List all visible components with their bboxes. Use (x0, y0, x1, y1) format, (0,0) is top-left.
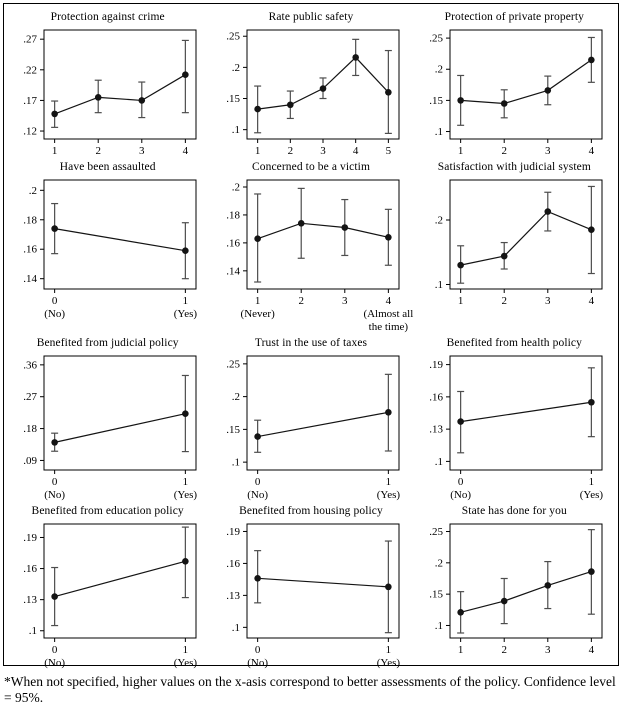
svg-text:5: 5 (385, 145, 392, 157)
svg-text:.15: .15 (429, 94, 444, 107)
svg-text:(No): (No) (247, 657, 269, 669)
chart-cell-trust-in-the-use-of-taxes (209, 332, 412, 500)
svg-text:(Yes): (Yes) (173, 657, 197, 669)
chart-cell-protection-of-private-property (413, 6, 616, 156)
svg-text:.18: .18 (22, 214, 37, 227)
svg-text:.2: .2 (231, 391, 240, 404)
chart-plot (10, 350, 206, 500)
chart-grid (6, 6, 616, 668)
svg-text:4: 4 (352, 145, 359, 157)
svg-text:(Never): (Never) (240, 308, 275, 320)
svg-text:.12: .12 (22, 125, 37, 138)
svg-text:.1: .1 (28, 625, 37, 638)
svg-text:4: 4 (588, 145, 595, 157)
svg-text:2: 2 (501, 295, 508, 307)
chart-title: Satisfaction with judicial system (437, 161, 591, 173)
chart-plot (416, 350, 612, 500)
chart-plot (10, 174, 206, 319)
chart-plot (213, 24, 409, 156)
svg-text:.16: .16 (429, 391, 444, 404)
svg-text:2: 2 (501, 644, 508, 656)
svg-text:.1: .1 (231, 124, 240, 137)
chart-plot (416, 24, 612, 156)
svg-text:.1: .1 (435, 455, 444, 468)
svg-text:.19: .19 (226, 525, 240, 538)
svg-text:the time): the time) (368, 321, 409, 333)
svg-text:(Yes): (Yes) (376, 657, 401, 669)
chart-title: Benefited from health policy (446, 337, 582, 349)
chart-title: Protection against crime (50, 11, 165, 23)
svg-text:0: 0 (254, 644, 261, 656)
svg-text:.1: .1 (231, 621, 240, 634)
svg-text:.13: .13 (429, 423, 444, 436)
svg-text:(Almost all: (Almost all (363, 308, 414, 320)
svg-text:.27: .27 (22, 391, 37, 404)
svg-text:1: 1 (385, 644, 392, 656)
figure-frame (3, 3, 619, 669)
svg-text:.19: .19 (429, 359, 444, 372)
svg-text:.15: .15 (226, 93, 240, 106)
svg-text:3: 3 (342, 295, 348, 307)
chart-cell-state-has-done-for-you (413, 500, 616, 655)
svg-text:.25: .25 (226, 30, 240, 43)
svg-text:(No): (No) (43, 657, 65, 669)
svg-text:.16: .16 (22, 563, 37, 576)
svg-text:(No): (No) (450, 489, 472, 501)
svg-text:.1: .1 (435, 619, 444, 632)
svg-text:.2: .2 (435, 63, 444, 76)
svg-text:.25: .25 (226, 358, 240, 371)
svg-text:2: 2 (287, 145, 294, 157)
svg-text:.2: .2 (231, 61, 240, 74)
chart-cell-have-been-assaulted (6, 156, 209, 319)
svg-text:0: 0 (254, 476, 261, 488)
svg-text:(Yes): (Yes) (580, 489, 604, 501)
chart-cell-benefited-from-housing-policy (209, 500, 412, 668)
svg-text:.13: .13 (226, 589, 240, 602)
svg-text:.2: .2 (435, 214, 444, 227)
svg-text:.27: .27 (22, 33, 37, 46)
svg-text:2: 2 (298, 295, 304, 307)
chart-title: Benefited from judicial policy (36, 337, 179, 349)
chart-cell-benefited-from-judicial-policy (6, 332, 209, 500)
svg-text:.1: .1 (435, 126, 444, 139)
svg-text:3: 3 (138, 145, 145, 157)
svg-text:1: 1 (458, 644, 464, 656)
chart-cell-benefited-from-education-policy (6, 500, 209, 668)
chart-title: State has done for you (461, 505, 567, 517)
svg-text:4: 4 (588, 644, 595, 656)
svg-text:1: 1 (182, 295, 188, 307)
svg-text:.17: .17 (22, 94, 37, 107)
chart-cell-concerned-to-be-a-victim (209, 156, 412, 332)
svg-text:1: 1 (182, 476, 188, 488)
svg-text:1: 1 (254, 295, 261, 307)
svg-text:0: 0 (51, 644, 58, 656)
svg-text:(No): (No) (43, 489, 65, 501)
svg-text:(Yes): (Yes) (376, 489, 401, 501)
svg-text:0: 0 (51, 295, 58, 307)
chart-plot (416, 518, 612, 655)
chart-plot (213, 174, 414, 333)
chart-cell-satisfaction-with-judicial-system (413, 156, 616, 306)
svg-text:3: 3 (545, 145, 551, 157)
svg-text:.1: .1 (435, 278, 444, 291)
svg-text:0: 0 (51, 476, 58, 488)
chart-title: Trust in the use of taxes (254, 337, 368, 349)
svg-text:1: 1 (182, 644, 188, 656)
svg-text:.13: .13 (22, 594, 37, 607)
svg-text:.09: .09 (22, 454, 37, 467)
svg-text:2: 2 (95, 145, 101, 157)
chart-plot (416, 174, 612, 306)
svg-text:(Yes): (Yes) (173, 489, 197, 501)
svg-text:.19: .19 (22, 531, 37, 544)
chart-plot (213, 350, 409, 500)
svg-text:.22: .22 (22, 64, 37, 77)
svg-text:1: 1 (588, 476, 595, 488)
chart-title: Benefited from housing policy (239, 505, 383, 517)
footnote: *When not specified, higher values on the x-asis correspond to better assessments of the policy. Confidence level = 95%. (4, 674, 616, 705)
chart-plot (213, 518, 409, 668)
chart-cell-rate-public-safety (209, 6, 412, 156)
svg-text:1: 1 (254, 145, 261, 157)
chart-plot (10, 24, 206, 156)
svg-text:4: 4 (588, 295, 595, 307)
svg-text:2: 2 (501, 145, 508, 157)
svg-text:.2: .2 (28, 184, 37, 197)
svg-text:.15: .15 (226, 423, 240, 436)
svg-text:1: 1 (458, 295, 464, 307)
svg-text:(No): (No) (43, 308, 65, 320)
svg-text:.16: .16 (226, 237, 240, 250)
svg-text:.14: .14 (226, 265, 240, 278)
svg-text:4: 4 (385, 295, 392, 307)
chart-plot (10, 518, 206, 668)
svg-text:3: 3 (545, 295, 551, 307)
svg-text:1: 1 (51, 145, 58, 157)
svg-text:.2: .2 (435, 557, 444, 570)
chart-cell-protection-against-crime (6, 6, 209, 156)
svg-text:.25: .25 (429, 32, 444, 45)
chart-cell-benefited-from-health-policy (413, 332, 616, 500)
chart-title: Have been assaulted (59, 161, 156, 173)
chart-title: Concerned to be a victim (251, 161, 370, 173)
svg-text:1: 1 (385, 476, 392, 488)
svg-text:.14: .14 (22, 273, 37, 286)
svg-text:.16: .16 (22, 243, 37, 256)
svg-text:3: 3 (320, 145, 326, 157)
svg-text:.16: .16 (226, 557, 240, 570)
svg-text:.25: .25 (429, 526, 444, 539)
svg-text:3: 3 (545, 644, 551, 656)
svg-text:.2: .2 (231, 181, 240, 194)
chart-title: Protection of private property (444, 11, 584, 23)
svg-text:4: 4 (182, 145, 188, 157)
svg-text:.18: .18 (22, 423, 37, 436)
svg-text:(Yes): (Yes) (173, 308, 197, 320)
svg-text:.15: .15 (429, 588, 444, 601)
svg-text:0: 0 (458, 476, 464, 488)
svg-text:1: 1 (458, 145, 464, 157)
svg-text:.1: .1 (231, 456, 240, 469)
svg-text:.18: .18 (226, 209, 240, 222)
chart-title: Benefited from education policy (31, 505, 184, 517)
chart-title: Rate public safety (268, 11, 354, 23)
svg-text:.36: .36 (22, 359, 37, 372)
svg-text:(No): (No) (247, 489, 269, 501)
